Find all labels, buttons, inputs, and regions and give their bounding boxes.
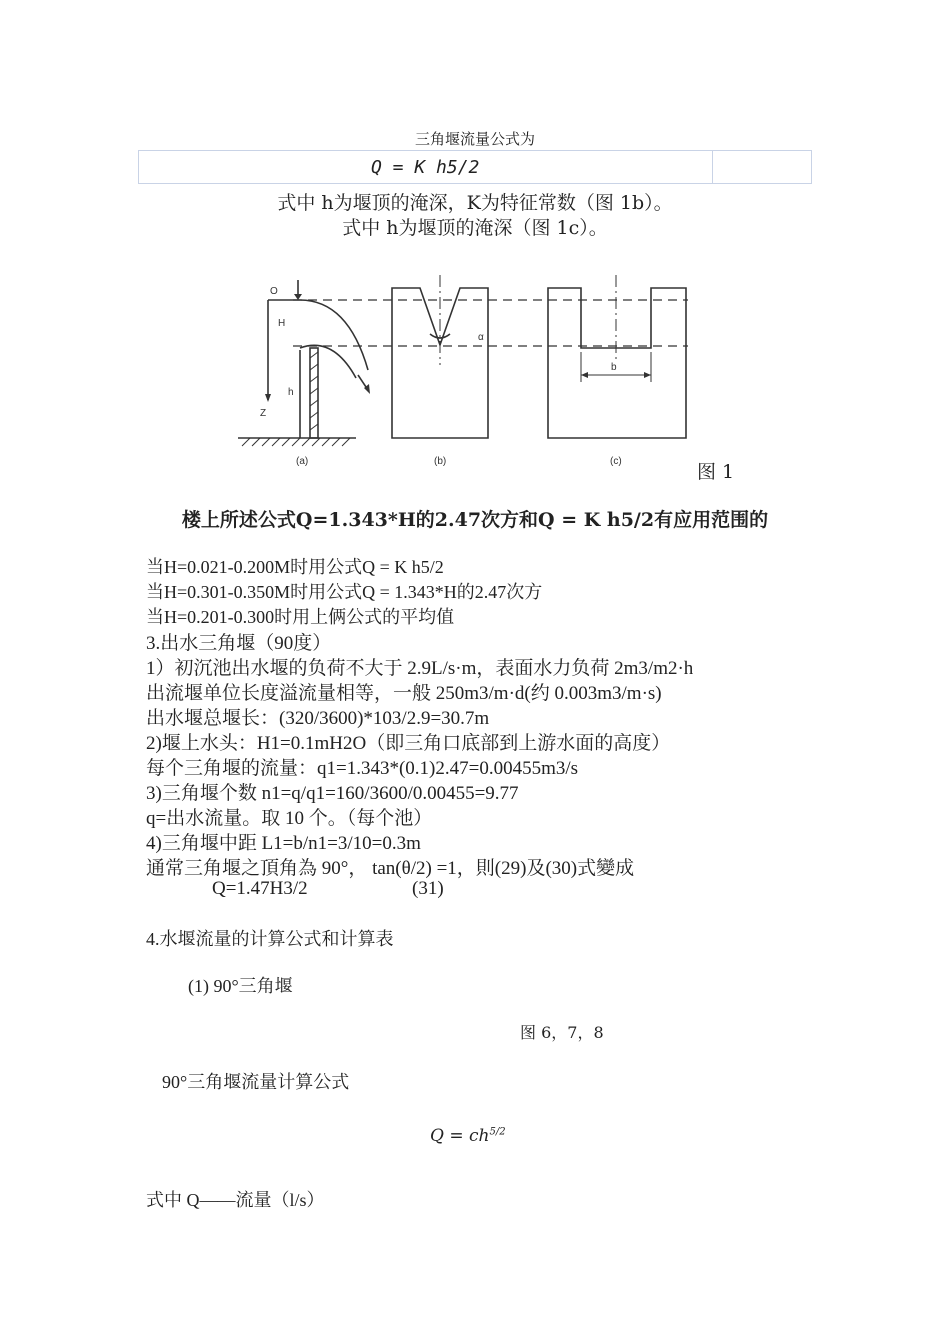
formula-title: 90°三角堰流量计算公式 [162, 1072, 350, 1092]
body-line-9: 4)三角堰中距 L1=b/n1=3/10=0.3m [146, 833, 421, 854]
b-arrowhead-right [644, 372, 651, 378]
label-b: b [611, 362, 617, 373]
section-4-heading: 4.水堰流量的计算公式和计算表 [146, 929, 394, 949]
nappe-lower [300, 345, 356, 378]
label-o: O [270, 286, 278, 297]
b-arrowhead-left [581, 372, 588, 378]
equation-31: Q=1.47H3/2 [212, 878, 308, 899]
figure-678-caption: 图 6，7，8 [520, 1023, 604, 1042]
o-arrowhead [294, 294, 302, 300]
range-line-1: 当H=0.021-0.200M时用公式Q = K h5/2 [146, 557, 444, 577]
ground-hatch [242, 438, 350, 446]
description-line-2: 式中 h为堰顶的淹深（图 1c）。 [342, 217, 608, 239]
label-alpha: α [478, 332, 484, 343]
description-line-1: 式中 h为堰顶的淹深，K为特征常数（图 1b）。 [277, 192, 673, 214]
range-line-3: 当H=0.201-0.300时用上俩公式的平均值 [146, 607, 455, 627]
sublabel-a: (a) [296, 456, 309, 467]
body-line-1: 3.出水三角堰（90度） [146, 633, 332, 654]
rect-notch-plate [548, 288, 686, 438]
body-line-5: 2)堰上水头：H1=0.1mH2O（即三角口底部到上游水面的高度） [146, 733, 671, 754]
label-h-lower: h [288, 387, 294, 398]
figure-caption: 图 1 [697, 461, 735, 483]
sublabel-b: (b) [434, 456, 447, 467]
weir-figure [238, 270, 698, 475]
formula-base: Q = ch [430, 1126, 490, 1146]
body-line-10: 通常三角堰之頂角為 90°， tan(θ/2) =1，則(29)及(30)式變成 [146, 858, 635, 879]
body-line-2: 1）初沉池出水堰的负荷不大于 2.9L/s·m，表面水力负荷 2m3/m2·h [146, 658, 694, 679]
range-line-2: 当H=0.301-0.350M时用公式Q = 1.343*H的2.47次方 [146, 582, 543, 602]
z-arrowhead [265, 394, 271, 402]
label-h-upper: H [278, 318, 286, 329]
body-line-7: 3)三角堰个数 n1=q/q1=160/3600/0.00455=9.77 [146, 783, 519, 804]
plate-hatch [310, 352, 318, 430]
formula-cell: Q = K h5/2 [371, 157, 480, 178]
where-line: 式中 Q——流量（l/s） [146, 1190, 325, 1210]
label-z: Z [260, 408, 267, 419]
subsection-1-heading: (1) 90°三角堰 [188, 976, 293, 996]
body-line-3: 出流堰单位长度溢流量相等，一般 250m3/m·d(约 0.003m3/m·s) [146, 683, 662, 704]
table-divider [712, 151, 713, 183]
body-line-6: 每个三角堰的流量：q1=1.343*(0.1)2.47=0.00455m3/s [146, 758, 579, 779]
equation-31-number: (31) [412, 878, 444, 899]
formula-exponent: 5/2 [489, 1126, 506, 1138]
formula-q-ch [430, 1126, 506, 1146]
body-line-4: 出水堰总堰长：(320/3600)*103/2.9=30.7m [146, 708, 490, 729]
body-line-8: q=出水流量。取 10 个。（每个池） [146, 808, 433, 829]
sublabel-c: (c) [610, 456, 622, 467]
bold-title: 楼上所述公式Q=1.343*H的2.47次方和Q = K h5/2有应用范围的 [181, 509, 769, 531]
formula-table [138, 150, 812, 184]
formula-caption: 三角堰流量公式为 [414, 130, 535, 148]
